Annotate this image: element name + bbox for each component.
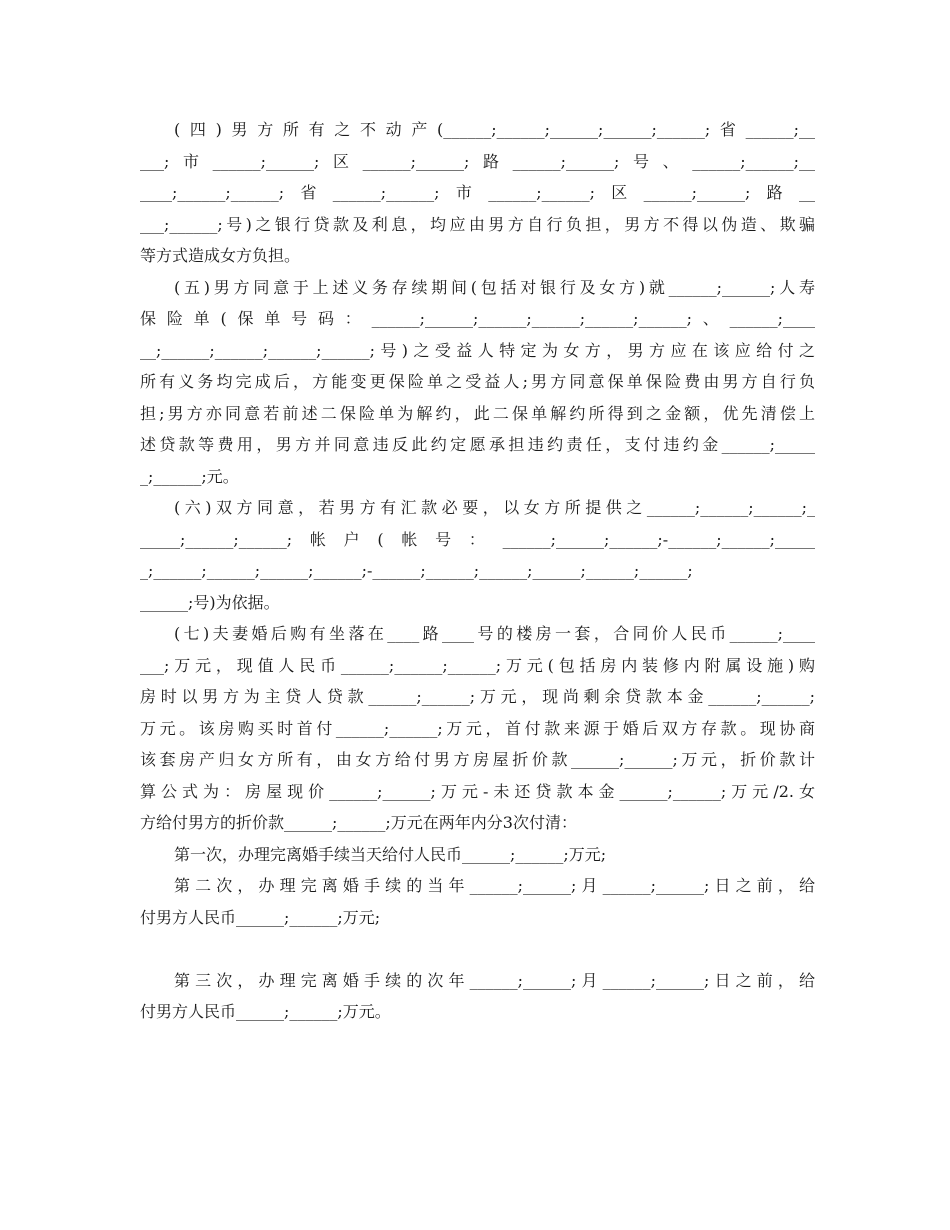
paragraph-line: ___;市______;______;区______;______;路______;______;号、______;______;__ xyxy=(140,151,815,171)
paragraph-line: 保险单(保单号码：______;______;______;______;______;______;、______;____ xyxy=(140,309,815,328)
paragraph-line: 万元。该房购买时首付______;______;万元，首付款来源于婚后双方存款。现协商 xyxy=(140,718,815,738)
paragraph-line: 算公式为：房屋现价______;______;万元-未还贷款本金______;______;万元/2.女 xyxy=(140,781,815,801)
paragraph-line: 担;男方亦同意若前述二保险单为解约，此二保单解约所得到之金额，优先清偿上 xyxy=(140,403,815,423)
paragraph-line: _____;______;______;帐户(帐号：______;______;______;-______;______;_____ xyxy=(140,529,815,549)
paragraph-line: 房时以男方为主贷人贷款______;______;万元，现尚剩余贷款本金______;______; xyxy=(140,687,815,706)
paragraph-line: __;______;______;______;______;号)之受益人特定为女方，男方应在该应给付之 xyxy=(140,340,815,360)
paragraph-line: 所有义务均完成后，方能变更保险单之受益人;男方同意保单保险费由男方自行负 xyxy=(140,372,815,391)
paragraph-line: 等方式造成女方负担。 xyxy=(140,246,301,265)
paragraph-line: 述贷款等费用，男方并同意违反此约定愿承担违约责任，支付违约金______;_____ xyxy=(140,435,815,454)
paragraph-line: 第一次，办理完离婚手续当天给付人民币______;______;万元; xyxy=(174,844,607,864)
paragraph-line: (五)男方同意于上述义务存续期间(包括对银行及女方)就______;______;人寿 xyxy=(174,277,815,297)
paragraph-line: 付男方人民币______;______;万元。 xyxy=(140,1002,391,1021)
paragraph-line: (六)双方同意，若男方有汇款必要，以女方所提供之______;______;______;_ xyxy=(174,498,815,517)
paragraph-line: 付男方人民币______;______;万元; xyxy=(140,907,381,927)
paragraph-line: 第二次，办理完离婚手续的当年______;______;月______;______;日之前，给 xyxy=(174,876,815,895)
paragraph-line: 方给付男方的折价款______;______;万元在两年内分3次付清： xyxy=(140,813,577,832)
paragraph-line: (四)男方所有之不动产(______;______;______;______;______;省______;__ xyxy=(174,120,815,139)
paragraph-line: _;______;______;______;______;-______;______;______;______;______;______; xyxy=(140,561,693,580)
paragraph-line: ____;______;______;省______;______;市______;______;区______;______;路__ xyxy=(140,183,815,202)
paragraph-line: _;______;元。 xyxy=(140,466,239,486)
paragraph-line: 该套房产归女方所有，由女方给付男方房屋折价款______;______;万元，折价款计 xyxy=(140,750,815,769)
paragraph-line: ___;万元，现值人民币______;______;______;万元(包括房内装修内附属设施)购 xyxy=(140,655,815,675)
blank-line xyxy=(140,933,815,965)
paragraph-line: ______;号)为依据。 xyxy=(140,592,280,612)
paragraph-line: 第三次，办理完离婚手续的次年______;______;月______;______;日之前，给 xyxy=(174,970,815,990)
document-body xyxy=(140,114,815,1028)
paragraph-line: (七)夫妻婚后购有坐落在____路____号的楼房一套，合同价人民币______;____ xyxy=(174,624,815,643)
paragraph-line: ___;______;号)之银行贷款及利息，均应由男方自行负担，男方不得以伪造、欺骗 xyxy=(140,214,815,234)
